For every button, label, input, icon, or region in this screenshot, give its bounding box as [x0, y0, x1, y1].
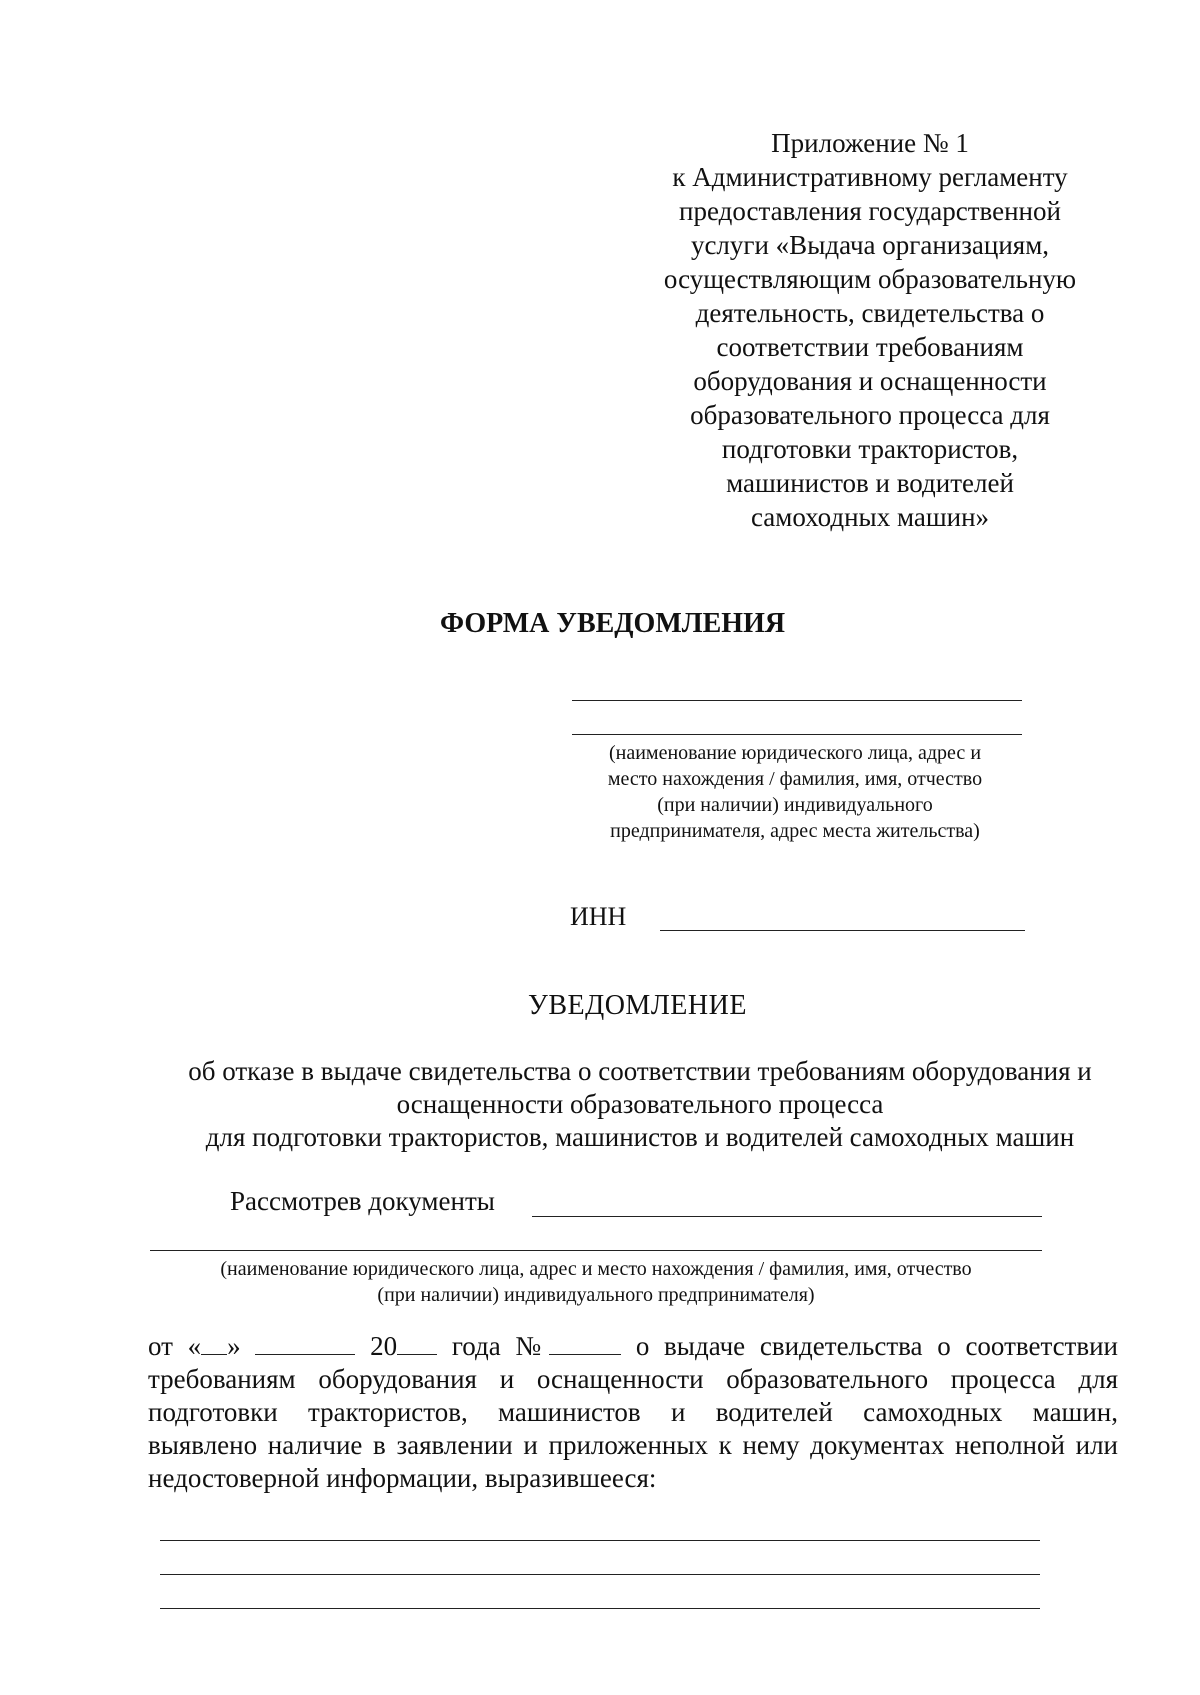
appendix-line: образовательного процесса для — [690, 400, 1050, 430]
reviewed-documents-label: Рассмотрев документы — [230, 1186, 495, 1216]
recipient-caption — [570, 740, 1020, 844]
number-blank[interactable] — [549, 1330, 621, 1355]
body-line-1 — [148, 1330, 1118, 1363]
appendix-line: услуги «Выдача организациям, — [690, 230, 1050, 260]
appendix-line: оборудования и оснащенности — [693, 366, 1047, 396]
reason-blank-line[interactable] — [160, 1540, 1040, 1541]
month-blank[interactable] — [255, 1330, 355, 1355]
inn-blank-line[interactable] — [660, 930, 1025, 931]
body-line-2: требованиям оборудования и оснащенности образовательного процесса для — [148, 1364, 1118, 1394]
reason-blank-line[interactable] — [160, 1574, 1040, 1575]
subject-line: для подготовки трактористов, машинистов и водителей самоходных машин — [205, 1122, 1075, 1152]
reason-blank-line[interactable] — [160, 1608, 1040, 1609]
date-from-text: от « — [148, 1331, 202, 1361]
appendix-line: осуществляющим образовательную — [663, 264, 1077, 294]
notice-subject — [140, 1055, 1140, 1154]
inn-label: ИНН — [570, 902, 627, 931]
body-line-4: выявлено наличие в заявлении и приложенных к нему документах неполной или — [148, 1430, 1118, 1460]
appendix-line: соответствии требованиям — [716, 332, 1024, 362]
caption-line: (наименование юридического лица, адрес и — [608, 742, 982, 764]
appendix-line: к Административному регламенту — [672, 162, 1068, 192]
year-blank[interactable] — [397, 1330, 437, 1355]
body-line-3: подготовки трактористов, машинистов и водителей самоходных машин, — [148, 1397, 1118, 1427]
appendix-line: машинистов и водителей — [726, 468, 1014, 498]
recipient-blank-line[interactable] — [572, 734, 1022, 735]
appendix-line: предоставления государственной — [679, 196, 1061, 226]
caption-line: (при наличии) индивидуального — [657, 794, 933, 816]
date-quote-close: » — [227, 1331, 241, 1361]
appendix-line: подготовки трактористов, — [721, 434, 1019, 464]
caption-line: (наименование юридического лица, адрес и место нахождения / фамилия, имя, отчество — [220, 1258, 972, 1280]
appendix-header — [640, 126, 1100, 534]
applicant-caption — [150, 1256, 1042, 1308]
subject-line: оснащенности образовательного процесса — [396, 1089, 884, 1119]
day-blank[interactable] — [201, 1330, 227, 1355]
body-line-5: недостоверной информации, выразившееся: — [148, 1463, 657, 1493]
subject-line: об отказе в выдаче свидетельства о соответствии требованиям оборудования и — [188, 1056, 1092, 1086]
notice-title: УВЕДОМЛЕНИЕ — [528, 990, 747, 1021]
reviewed-documents-blank[interactable] — [532, 1216, 1042, 1217]
appendix-line: Приложение № 1 — [771, 128, 969, 158]
form-title: ФОРМА УВЕДОМЛЕНИЯ — [440, 608, 786, 639]
notice-body — [148, 1330, 1118, 1495]
caption-line: (при наличии) индивидуального предпринимателя) — [377, 1284, 815, 1306]
body-line-1-rest: о выдаче свидетельства о соответствии — [635, 1331, 1118, 1361]
recipient-blank-line[interactable] — [572, 700, 1022, 701]
year-prefix: 20 — [370, 1331, 398, 1361]
applicant-blank-line[interactable] — [150, 1250, 1042, 1251]
caption-line: предпринимателя, адрес места жительства) — [610, 820, 980, 842]
caption-line: место нахождения / фамилия, имя, отчество — [607, 768, 983, 790]
appendix-line: самоходных машин» — [750, 502, 990, 532]
appendix-line: деятельность, свидетельства о — [695, 298, 1045, 328]
number-label: года № — [451, 1331, 550, 1361]
